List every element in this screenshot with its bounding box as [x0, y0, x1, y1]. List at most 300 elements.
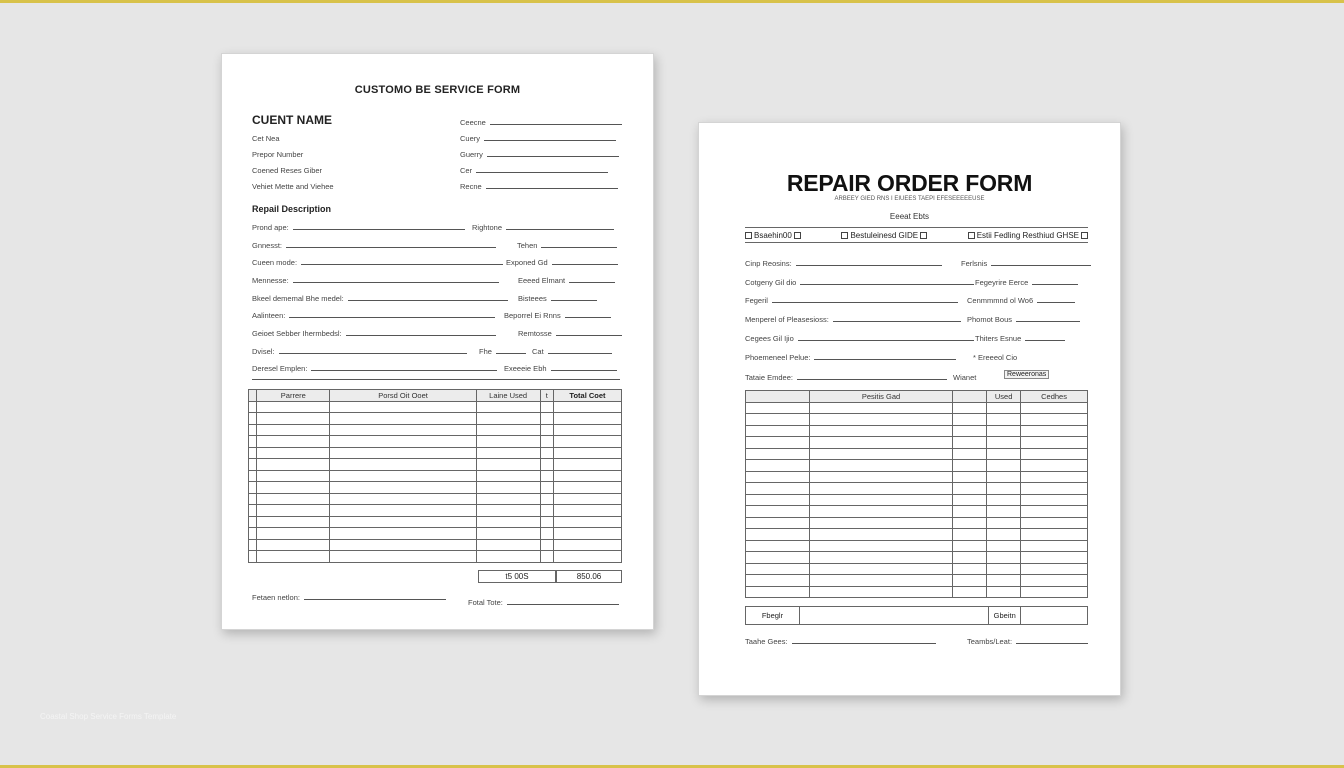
- table-cell[interactable]: [257, 551, 330, 563]
- table-cell[interactable]: [746, 425, 810, 437]
- table-row: [746, 506, 1088, 518]
- table-cell[interactable]: [540, 551, 553, 563]
- table-cell[interactable]: [1021, 517, 1088, 529]
- table-cell[interactable]: [746, 402, 810, 414]
- table-cell[interactable]: [953, 563, 987, 575]
- parts-table-body: [746, 402, 1088, 598]
- checkbox-end: [920, 232, 927, 239]
- table-cell[interactable]: [553, 551, 621, 563]
- table-row: [746, 517, 1088, 529]
- table-cell[interactable]: [1021, 586, 1088, 598]
- table-cell[interactable]: [746, 414, 810, 426]
- table-header: Parrere: [257, 390, 330, 402]
- table-cell[interactable]: [330, 424, 476, 436]
- table-cell[interactable]: [987, 575, 1021, 587]
- table-cell[interactable]: [987, 552, 1021, 564]
- table-cell[interactable]: [553, 413, 621, 425]
- table-row: [746, 448, 1088, 460]
- order-field[interactable]: [975, 278, 1078, 287]
- table-cell[interactable]: [540, 470, 553, 482]
- table-cell[interactable]: [953, 506, 987, 518]
- table-cell[interactable]: [953, 460, 987, 472]
- checkbox-option[interactable]: [841, 231, 927, 240]
- parts-table: [745, 390, 1088, 598]
- table-cell[interactable]: [476, 539, 540, 551]
- table-cell[interactable]: [746, 448, 810, 460]
- field-label: Guerry: [460, 150, 483, 159]
- table-cell[interactable]: [330, 482, 476, 494]
- table-cell[interactable]: [1021, 494, 1088, 506]
- field-label: Deresel Emplen:: [252, 364, 308, 373]
- description-field[interactable]: [532, 347, 612, 356]
- bottom-field[interactable]: [745, 637, 936, 646]
- table-cell[interactable]: [746, 563, 810, 575]
- table-cell[interactable]: [809, 460, 953, 472]
- table-cell[interactable]: [330, 470, 476, 482]
- order-field[interactable]: [745, 353, 956, 362]
- table-row: [249, 516, 622, 528]
- checkbox-label: Bestuleinesd GIDE: [850, 230, 919, 240]
- table-cell[interactable]: [257, 459, 330, 471]
- table-cell[interactable]: [257, 505, 330, 517]
- table-cell[interactable]: [1021, 460, 1088, 472]
- footer-cell[interactable]: [799, 607, 988, 625]
- client-right-field[interactable]: [460, 118, 622, 127]
- table-cell[interactable]: [257, 493, 330, 505]
- table-cell[interactable]: [553, 482, 621, 494]
- table-cell[interactable]: [1021, 563, 1088, 575]
- table-cell[interactable]: [809, 517, 953, 529]
- field-label: Cueen mode:: [252, 258, 298, 267]
- table-cell[interactable]: [257, 516, 330, 528]
- table-cell[interactable]: [476, 482, 540, 494]
- order-field[interactable]: [961, 259, 1091, 268]
- table-row: [249, 539, 622, 551]
- table-cell[interactable]: [987, 529, 1021, 541]
- table-cell[interactable]: [809, 586, 953, 598]
- table-cell[interactable]: [330, 528, 476, 540]
- table-cell[interactable]: [249, 436, 257, 448]
- table-cell[interactable]: [746, 586, 810, 598]
- table-cell[interactable]: [746, 460, 810, 472]
- description-field[interactable]: [518, 276, 615, 285]
- table-cell[interactable]: [476, 528, 540, 540]
- table-cell[interactable]: [553, 436, 621, 448]
- table-cell[interactable]: [953, 586, 987, 598]
- table-cell[interactable]: [249, 551, 257, 563]
- table-cell[interactable]: [953, 552, 987, 564]
- table-cell[interactable]: [257, 413, 330, 425]
- table-cell[interactable]: [987, 517, 1021, 529]
- table-cell[interactable]: [476, 424, 540, 436]
- client-right-field[interactable]: [460, 134, 616, 143]
- table-cell[interactable]: [476, 447, 540, 459]
- table-cell[interactable]: [330, 493, 476, 505]
- description-field[interactable]: [252, 329, 496, 338]
- table-cell[interactable]: [1021, 471, 1088, 483]
- table-cell[interactable]: [249, 493, 257, 505]
- table-header: [953, 391, 987, 403]
- table-cell[interactable]: [953, 529, 987, 541]
- table-cell[interactable]: [809, 471, 953, 483]
- table-row: [249, 413, 622, 425]
- table-cell[interactable]: [540, 459, 553, 471]
- field-label: Exponed Gd: [506, 258, 548, 267]
- table-cell[interactable]: [987, 506, 1021, 518]
- table-cell[interactable]: [330, 516, 476, 528]
- table-row: [746, 575, 1088, 587]
- parts-table-body: [249, 401, 622, 562]
- field-label: Cenmmmnd ol Wo6: [967, 296, 1034, 305]
- footer-total-field[interactable]: [468, 598, 619, 607]
- field-label: Aalinteen:: [252, 311, 286, 320]
- table-cell[interactable]: [540, 436, 553, 448]
- field-label: Eeeed Elmant: [518, 276, 566, 285]
- table-cell[interactable]: [987, 402, 1021, 414]
- table-cell[interactable]: [553, 401, 621, 413]
- table-cell[interactable]: [476, 516, 540, 528]
- field-label: Cer: [460, 166, 473, 175]
- checkbox-end: [1081, 232, 1088, 239]
- table-cell[interactable]: [540, 516, 553, 528]
- table-cell[interactable]: [809, 540, 953, 552]
- field-label: Rightone: [472, 223, 503, 232]
- table-cell[interactable]: [553, 493, 621, 505]
- table-cell[interactable]: [987, 586, 1021, 598]
- table-cell[interactable]: [809, 494, 953, 506]
- table-cell[interactable]: [987, 483, 1021, 495]
- table-cell[interactable]: [746, 437, 810, 449]
- table-row: [746, 529, 1088, 541]
- field-label: Thiters Esnue: [975, 334, 1022, 343]
- table-cell[interactable]: [809, 425, 953, 437]
- table-cell[interactable]: [540, 401, 553, 413]
- table-row: [249, 482, 622, 494]
- table-cell[interactable]: [987, 494, 1021, 506]
- table-cell[interactable]: [330, 436, 476, 448]
- field-label: Cuery: [460, 134, 481, 143]
- table-cell[interactable]: [540, 505, 553, 517]
- table-cell[interactable]: [257, 482, 330, 494]
- table-cell[interactable]: [1021, 448, 1088, 460]
- field-label: Phoemeneel Pelue:: [745, 353, 811, 362]
- table-cell[interactable]: [809, 414, 953, 426]
- table-header: Cedhes: [1021, 391, 1088, 403]
- table-cell[interactable]: [809, 448, 953, 460]
- table-cell[interactable]: [476, 493, 540, 505]
- table-header: Total Coet: [553, 390, 621, 402]
- table-cell[interactable]: [257, 539, 330, 551]
- table-row: [746, 437, 1088, 449]
- table-row: [249, 459, 622, 471]
- table-cell[interactable]: [553, 470, 621, 482]
- field-label: Dvisel:: [252, 347, 275, 356]
- table-cell[interactable]: [257, 436, 330, 448]
- table-cell[interactable]: [1021, 540, 1088, 552]
- table-cell[interactable]: [257, 470, 330, 482]
- order-field[interactable]: [967, 296, 1075, 305]
- table-cell[interactable]: [809, 563, 953, 575]
- field-label: Fetaen netlon:: [252, 593, 300, 602]
- field-label: Ceecne: [460, 118, 486, 127]
- field-label: Fegeril: [745, 296, 768, 305]
- table-cell[interactable]: [953, 517, 987, 529]
- table-cell[interactable]: [249, 401, 257, 413]
- table-cell[interactable]: [249, 470, 257, 482]
- bottom-field[interactable]: [967, 637, 1088, 646]
- table-cell[interactable]: [987, 425, 1021, 437]
- table-cell[interactable]: [476, 551, 540, 563]
- table-cell[interactable]: [249, 459, 257, 471]
- client-right-field[interactable]: [460, 166, 608, 175]
- table-cell[interactable]: [953, 494, 987, 506]
- table-cell[interactable]: [953, 483, 987, 495]
- description-field[interactable]: [517, 241, 617, 250]
- checkbox-option[interactable]: [745, 231, 801, 240]
- table-cell[interactable]: [809, 575, 953, 587]
- table-cell[interactable]: [746, 529, 810, 541]
- table-cell[interactable]: [330, 401, 476, 413]
- table-cell[interactable]: [987, 448, 1021, 460]
- form-title: REPAIR ORDER FORM: [786, 170, 1033, 196]
- field-label: Fegeyrire Eerce: [975, 278, 1029, 287]
- footer-signature-field[interactable]: [252, 593, 446, 602]
- table-row: [249, 493, 622, 505]
- table-cell[interactable]: [987, 540, 1021, 552]
- table-cell[interactable]: [476, 470, 540, 482]
- table-cell[interactable]: [249, 482, 257, 494]
- description-field[interactable]: [252, 364, 497, 373]
- table-cell[interactable]: [257, 447, 330, 459]
- parts-footer-table: [745, 606, 1088, 625]
- table-cell[interactable]: [330, 447, 476, 459]
- table-cell[interactable]: [1021, 575, 1088, 587]
- checkbox[interactable]: [968, 232, 975, 239]
- table-cell[interactable]: [540, 424, 553, 436]
- table-cell[interactable]: [1021, 414, 1088, 426]
- table-cell[interactable]: [540, 482, 553, 494]
- field-label: Prond ape:: [252, 223, 289, 232]
- table-cell[interactable]: [1021, 402, 1088, 414]
- table-cell[interactable]: [553, 424, 621, 436]
- order-field: [973, 353, 1017, 362]
- table-cell[interactable]: [953, 402, 987, 414]
- table-cell[interactable]: [746, 517, 810, 529]
- table-row: [746, 460, 1088, 472]
- table-cell[interactable]: [1021, 529, 1088, 541]
- order-field[interactable]: [745, 334, 974, 343]
- footer-cell[interactable]: [1021, 607, 1088, 625]
- table-cell[interactable]: [987, 563, 1021, 575]
- table-cell[interactable]: [249, 424, 257, 436]
- checkbox-row: [745, 227, 1088, 243]
- footer-label: Fbeglr: [746, 607, 800, 625]
- table-cell[interactable]: [1021, 425, 1088, 437]
- table-header: [746, 391, 810, 403]
- order-field[interactable]: [745, 373, 947, 382]
- table-cell[interactable]: [953, 437, 987, 449]
- table-cell[interactable]: [476, 505, 540, 517]
- table-cell[interactable]: [553, 447, 621, 459]
- table-cell[interactable]: [476, 401, 540, 413]
- field-label: Menperel of Pleasesioss:: [745, 315, 829, 324]
- table-cell[interactable]: [540, 447, 553, 459]
- order-field[interactable]: [745, 259, 942, 268]
- table-cell[interactable]: [746, 540, 810, 552]
- totals-row: [478, 570, 622, 583]
- description-field[interactable]: [252, 223, 465, 232]
- table-cell[interactable]: [746, 494, 810, 506]
- total-value: 850.06: [556, 570, 622, 583]
- checkbox-option[interactable]: [968, 231, 1088, 240]
- description-field[interactable]: [252, 241, 496, 250]
- table-cell[interactable]: [553, 528, 621, 540]
- table-cell[interactable]: [746, 506, 810, 518]
- table-row: [746, 471, 1088, 483]
- table-cell[interactable]: [1021, 483, 1088, 495]
- table-cell[interactable]: [746, 575, 810, 587]
- client-right-field[interactable]: [460, 150, 619, 159]
- customer-service-form: [221, 53, 654, 630]
- table-cell[interactable]: [953, 425, 987, 437]
- description-field[interactable]: [518, 329, 622, 338]
- description-field[interactable]: [504, 311, 611, 320]
- table-cell[interactable]: [809, 483, 953, 495]
- field-label: Tataie Emdee:: [745, 373, 793, 382]
- table-row: [249, 528, 622, 540]
- client-field-label: Cet Nea: [252, 134, 280, 143]
- table-cell[interactable]: [553, 459, 621, 471]
- table-cell[interactable]: [553, 516, 621, 528]
- table-cell[interactable]: [809, 552, 953, 564]
- table-cell[interactable]: [249, 447, 257, 459]
- parts-table: [248, 389, 622, 563]
- table-cell[interactable]: [249, 516, 257, 528]
- order-field[interactable]: [745, 296, 958, 305]
- table-cell[interactable]: [257, 401, 330, 413]
- order-field[interactable]: [745, 315, 961, 324]
- checkbox[interactable]: [841, 232, 848, 239]
- table-cell[interactable]: [540, 528, 553, 540]
- table-cell[interactable]: [746, 483, 810, 495]
- table-row: [249, 424, 622, 436]
- field-label: Beporrel Ei Rnns: [504, 311, 561, 320]
- description-field[interactable]: [506, 258, 618, 267]
- table-cell[interactable]: [953, 540, 987, 552]
- table-cell[interactable]: [476, 459, 540, 471]
- table-cell[interactable]: [553, 505, 621, 517]
- table-cell[interactable]: [746, 471, 810, 483]
- field-label: Phomot Bous: [967, 315, 1013, 324]
- description-field[interactable]: [472, 223, 614, 232]
- table-cell[interactable]: [476, 436, 540, 448]
- table-cell[interactable]: [1021, 552, 1088, 564]
- table-row: [249, 505, 622, 517]
- table-cell[interactable]: [330, 459, 476, 471]
- table-cell[interactable]: [987, 460, 1021, 472]
- table-row: [746, 586, 1088, 598]
- description-field[interactable]: [518, 294, 597, 303]
- table-cell[interactable]: [330, 505, 476, 517]
- description-field[interactable]: [252, 347, 467, 356]
- field-label: Wianet: [953, 373, 977, 382]
- table-cell[interactable]: [987, 471, 1021, 483]
- table-cell[interactable]: [1021, 437, 1088, 449]
- table-cell[interactable]: [1021, 506, 1088, 518]
- description-field[interactable]: [252, 311, 495, 320]
- table-cell[interactable]: [987, 414, 1021, 426]
- order-field[interactable]: [745, 278, 974, 287]
- field-label: Exeeeie Ebh: [504, 364, 547, 373]
- table-cell[interactable]: [540, 493, 553, 505]
- checkbox[interactable]: [745, 232, 752, 239]
- table-row: [249, 401, 622, 413]
- field-label: Fotal Tote:: [468, 598, 503, 607]
- table-cell[interactable]: [809, 437, 953, 449]
- table-cell[interactable]: [953, 448, 987, 460]
- client-field-label: Coened Reses Giber: [252, 166, 323, 175]
- table-cell[interactable]: [540, 539, 553, 551]
- table-cell[interactable]: [809, 506, 953, 518]
- description-field[interactable]: [479, 347, 526, 356]
- table-cell[interactable]: [540, 413, 553, 425]
- top-accent-border: [0, 0, 1344, 3]
- table-cell[interactable]: [249, 528, 257, 540]
- table-header: Used: [987, 391, 1021, 403]
- table-cell[interactable]: [330, 539, 476, 551]
- table-row: [746, 425, 1088, 437]
- order-field[interactable]: [967, 315, 1080, 324]
- table-cell[interactable]: [746, 552, 810, 564]
- field-label: Bisteees: [518, 294, 547, 303]
- table-cell[interactable]: [257, 528, 330, 540]
- description-field[interactable]: [252, 258, 503, 267]
- table-row: [746, 494, 1088, 506]
- description-field[interactable]: [252, 276, 499, 285]
- form-title: CUSTOMO BE SERVICE FORM: [354, 84, 521, 96]
- client-field-label: Vehiet Mette and Viehee: [252, 182, 334, 191]
- table-cell[interactable]: [476, 413, 540, 425]
- field-label: Bkeel dememal Bhe medel:: [252, 294, 344, 303]
- table-cell[interactable]: [553, 539, 621, 551]
- description-field[interactable]: [504, 364, 617, 373]
- table-cell[interactable]: [249, 505, 257, 517]
- table-cell[interactable]: [953, 575, 987, 587]
- watermark: Coastal Shop Service Forms Template: [40, 712, 177, 721]
- client-right-field[interactable]: [460, 182, 618, 191]
- field-label: Remtosse: [518, 329, 552, 338]
- table-cell[interactable]: [257, 424, 330, 436]
- order-field[interactable]: [975, 334, 1065, 343]
- table-row: [746, 483, 1088, 495]
- table-cell[interactable]: [953, 471, 987, 483]
- table-row: [249, 470, 622, 482]
- field-label: Ferlsnis: [961, 259, 988, 268]
- stamp-box: Reweeronas: [1004, 370, 1049, 379]
- table-cell[interactable]: [987, 437, 1021, 449]
- field-label: * Ereeeol Cio: [973, 353, 1018, 362]
- table-cell[interactable]: [249, 413, 257, 425]
- table-cell[interactable]: [809, 529, 953, 541]
- table-cell[interactable]: [330, 413, 476, 425]
- table-cell[interactable]: [249, 539, 257, 551]
- client-field-label: Prepor Number: [252, 150, 304, 159]
- table-cell[interactable]: [330, 551, 476, 563]
- description-field[interactable]: [252, 294, 508, 303]
- table-cell[interactable]: [809, 402, 953, 414]
- table-cell[interactable]: [953, 414, 987, 426]
- table-header: Porsd Oit Ooet: [330, 390, 476, 402]
